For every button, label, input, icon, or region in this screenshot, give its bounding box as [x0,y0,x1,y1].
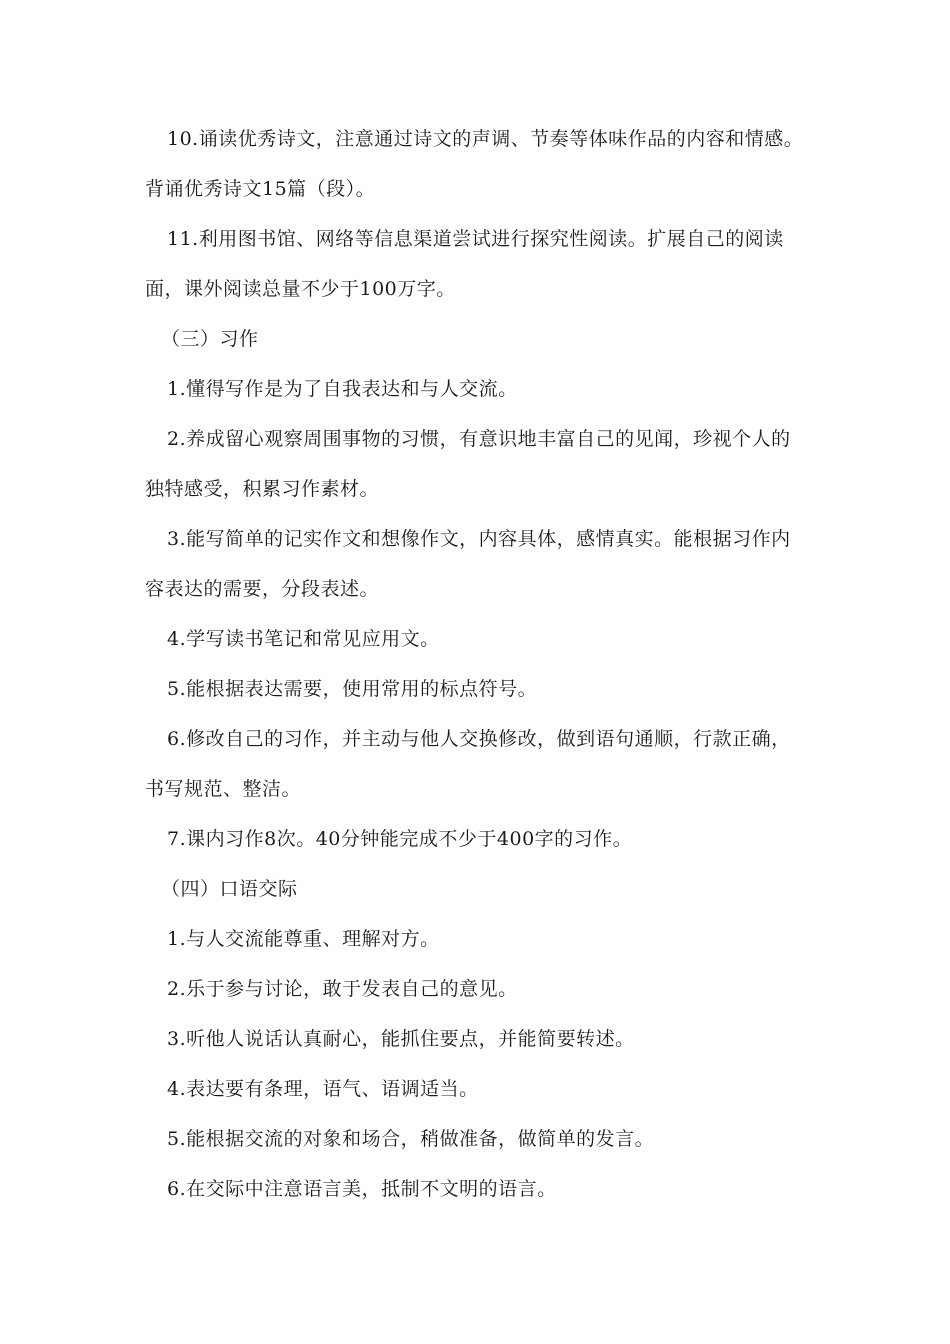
writing-item-3: 3.能写简单的记实作文和想像作文，内容具体，感情真实。能根据习作内容表达的需要，分段表述。 [145,528,791,600]
oral-item-6: 6.在交际中注意语言美，抵制不文明的语言。 [167,1178,557,1200]
writing-item-2: 2.养成留心观察周围事物的习惯，有意识地丰富自己的见闻，珍视个人的独特感受，积累习作素材。 [145,428,791,500]
oral-item-5: 5.能根据交流的对象和场合，稍做准备，做简单的发言。 [167,1128,655,1150]
writing-item-4: 4.学写读书笔记和常见应用文。 [167,628,440,650]
section-heading-oral: （四）口语交际 [161,878,298,900]
reading-item-11: 11.利用图书馆、网络等信息渠道尝试进行探究性阅读。扩展自己的阅读面，课外阅读总量不少于100万字。 [145,228,784,300]
writing-item-7: 7.课内习作8次。40分钟能完成不少于400字的习作。 [167,828,633,850]
section-heading-writing: （三）习作 [161,328,259,350]
writing-item-1: 1.懂得写作是为了自我表达和与人交流。 [167,378,518,400]
oral-item-2: 2.乐于参与讨论，敢于发表自己的意见。 [167,978,518,1000]
reading-item-10: 10.诵读优秀诗文，注意通过诗文的声调、节奏等体味作品的内容和情感。背诵优秀诗文15篇（段）。 [145,128,804,200]
writing-item-6: 6.修改自己的习作，并主动与他人交换修改，做到语句通顺，行款正确，书写规范、整洁。 [145,728,791,800]
oral-item-4: 4.表达要有条理，语气、语调适当。 [167,1078,479,1100]
oral-item-1: 1.与人交流能尊重、理解对方。 [167,928,440,950]
oral-item-3: 3.听他人说话认真耐心，能抓住要点，并能简要转述。 [167,1028,635,1050]
document-page [145,114,810,1214]
writing-item-5: 5.能根据表达需要，使用常用的标点符号。 [167,678,538,700]
